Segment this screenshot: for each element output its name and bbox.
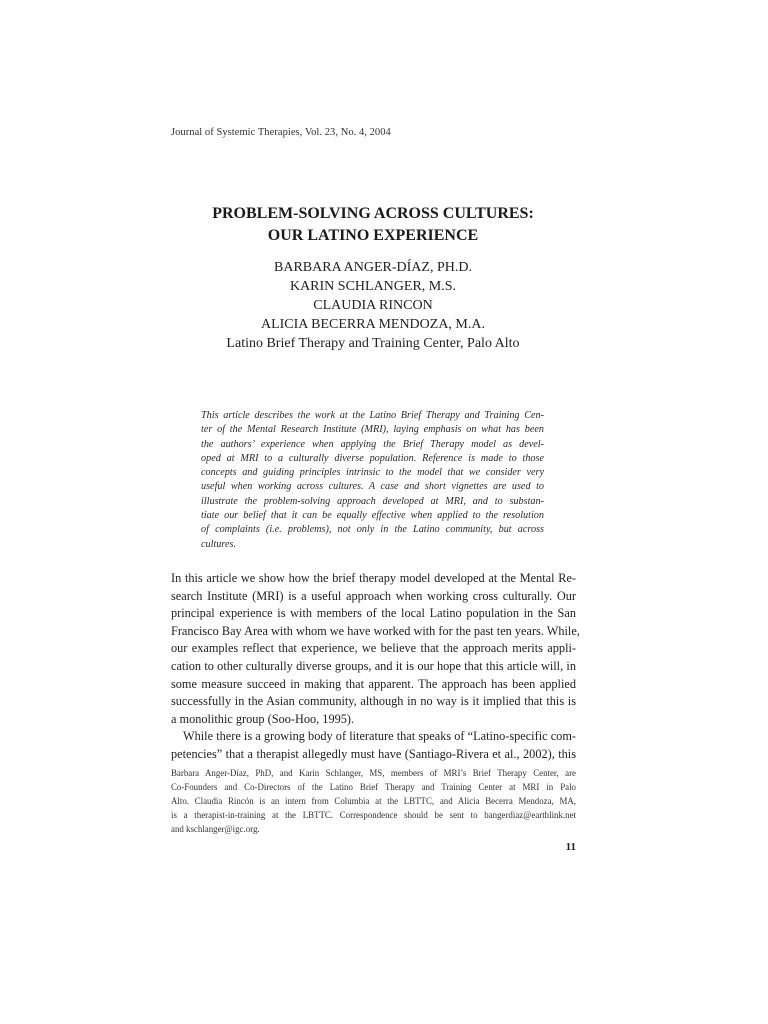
footnote-line: Co-Founders and Co-Directors of the Latino Brief Therapy and Training Center at MRI in Palo xyxy=(171,782,576,793)
body-line: principal experience is with members of the local Latino population in the San xyxy=(171,606,576,621)
running-head: Journal of Systemic Therapies, Vol. 23, No. 4, 2004 xyxy=(171,127,391,138)
author-list xyxy=(171,258,575,353)
body-line: successfully in the Asian community, although in no way is it implied that this is xyxy=(171,694,576,709)
abstract-line: cultures. xyxy=(201,538,236,550)
page-number: 11 xyxy=(565,841,576,853)
abstract-line: the authors’ experience when applying the Brief Therapy model as devel- xyxy=(201,438,544,450)
abstract-line: illustrate the problem-solving approach developed at MRI, and to substan- xyxy=(201,495,544,507)
body-line: search Institute (MRI) is a useful approach when working cross culturally. Our xyxy=(171,588,576,603)
author-name: BARBARA ANGER-DÍAZ, PH.D. xyxy=(274,260,472,275)
author-name: KARIN SCHLANGER, M.S. xyxy=(289,279,457,294)
body-line: Francisco Bay Area with whom we have worked with for the past ten years. While, xyxy=(171,623,580,638)
body-line: our examples reflect that experience, we believe that the approach merits appli- xyxy=(171,641,576,656)
abstract-line: concepts and guiding principles intrinsic to the model that we consider very xyxy=(201,467,544,479)
author-footnote xyxy=(171,766,576,836)
body-line: some measure succeed in making that apparent. The approach has been applied xyxy=(171,676,576,691)
body-line: a monolithic group (Soo-Hoo, 1995). xyxy=(171,711,355,726)
author-name: CLAUDIA RINCON xyxy=(313,298,433,313)
body-line: While there is a growing body of literature that speaks of “Latino-specific com- xyxy=(183,729,576,744)
footnote-line: Alto. Claudia Rincón is an intern from Columbia at the LBTTC, and Alicia Becerra Mendoza, MA, xyxy=(171,796,576,807)
title-line: PROBLEM-SOLVING ACROSS CULTURES: xyxy=(212,205,534,222)
abstract-line: ter of the Mental Research Institute (MRI), laying emphasis on what has been xyxy=(201,424,544,436)
body-line: cation to other culturally diverse groups, and it is our hope that this article will, in xyxy=(171,658,576,673)
abstract xyxy=(201,409,544,552)
body-text xyxy=(171,570,580,764)
title-line: OUR LATINO EXPERIENCE xyxy=(267,227,479,244)
footnote-line: and kschlanger@igc.org. xyxy=(171,824,260,835)
footnote-line: is a therapist-in-training at the LBTTC. Correspondence should be sent to bangerdiaz@earthlink.net xyxy=(171,810,576,821)
article-title xyxy=(171,203,575,247)
abstract-line: This article describes the work at the Latino Brief Therapy and Training Cen- xyxy=(201,410,544,421)
abstract-line: of complaints (i.e. problems), not only in the Latino community, but across xyxy=(201,524,544,536)
author-name: ALICIA BECERRA MENDOZA, M.A. xyxy=(260,317,485,332)
body-line: petencies” that a therapist allegedly must have (Santiago-Rivera et al., 2002), this xyxy=(171,746,576,761)
abstract-line: oped at MRI to a culturally diverse population. Reference is made to those xyxy=(201,452,544,464)
abstract-line: tiate our belief that it can be equally effective when applied to the resolution xyxy=(201,510,544,522)
body-line: In this article we show how the brief therapy model developed at the Mental Re- xyxy=(171,571,576,585)
abstract-line: useful when working across cultures. A case and short vignettes are used to xyxy=(201,481,544,493)
affiliation: Latino Brief Therapy and Training Center, Palo Alto xyxy=(226,336,520,351)
footnote-line: Barbara Anger-Díaz, PhD, and Karin Schlanger, MS, members of MRI’s Brief Therapy Center, are xyxy=(171,768,576,778)
